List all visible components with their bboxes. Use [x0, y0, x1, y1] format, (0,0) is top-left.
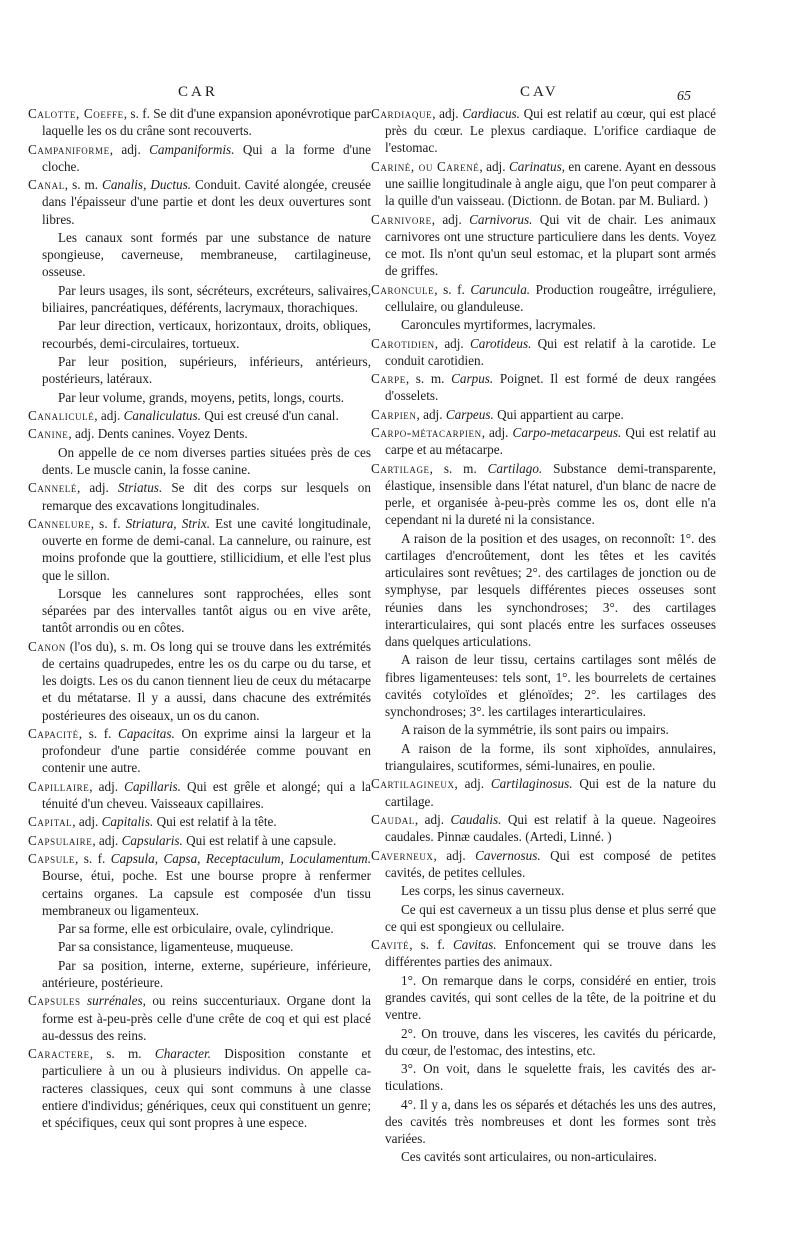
headword: Cartilagineux	[371, 776, 455, 792]
entry-definition: , en carene. Ayant en dessous une saillie longitudinale à angle aigu, que l'on peut comparer à la quille d'un vaisseau. (Dictionn. de Botan. par M. Buliard. )	[385, 158, 716, 209]
page-number: 65	[677, 89, 691, 104]
dictionary-entry	[371, 158, 716, 210]
entry-text: , s. m.	[64, 177, 103, 193]
headword: Capsulaire	[28, 832, 93, 848]
entry-text: , s. m.	[429, 460, 488, 476]
entry-paragraph	[371, 721, 716, 738]
entry-definition: Qui est relatif au cœur, qui est placé près du cœur. Le plexus cardiaque. L'orifice cardiaque de l'estomac.	[385, 106, 716, 156]
headword: Canon	[28, 638, 66, 654]
entry-paragraph	[28, 282, 371, 316]
latin-term: Capsularis.	[121, 832, 183, 848]
entry-text: , s. m.	[405, 371, 452, 387]
entry-text: , adj. Dents canines. Voyez Dents.	[68, 426, 248, 442]
entry-text: , adj.	[479, 158, 509, 174]
entry-text: On appelle de ce nom diverses parties situées près de ces dents. Le muscle canin, la fosse canine.	[42, 444, 371, 477]
entry-text: , adj.	[414, 811, 451, 827]
entry-definition: Qui est relatif au carpe et au métacarpe.	[385, 425, 716, 458]
entry-definition: Production rougeâtre, irréguliere, cellulaire, ou glanduleuse.	[385, 281, 717, 314]
latin-term: Cartilaginosus.	[490, 776, 573, 792]
dictionary-entry	[371, 105, 716, 157]
headword: Cariné, ou Carené	[371, 158, 480, 174]
entry-text: Par leur volume, grands, moyens, petits, longs, courts.	[58, 389, 345, 405]
headword: Carnivore	[371, 211, 432, 227]
entry-text: , s. f.	[78, 725, 119, 741]
entry-paragraph	[28, 444, 371, 478]
latin-term: Carinatus	[508, 158, 562, 174]
left-running-head: CAR	[178, 84, 218, 100]
latin-term: Caruncula.	[470, 281, 531, 297]
entry-paragraph	[28, 920, 371, 937]
entry-definition: Conduit. Cavité alongée, creusée dans l'épaisseur d'une partie et dont les deux ouvertures sont libres.	[42, 177, 371, 227]
latin-term: Carpo-metacarpeus.	[512, 425, 622, 441]
dictionary-entry	[28, 850, 371, 919]
entry-definition: Bourse, étui, poche. Est une bourse propre à renfermer certains organes. La capsule est composée d'un tissu membraneux ou ligamenteux.	[42, 868, 371, 918]
entry-definition: Qui est creusé d'un canal.	[200, 407, 339, 423]
entry-text: Ce qui est caverneux a un tissu plus dense et plus serré que ce qui est spongieux ou cellulaire.	[385, 901, 716, 934]
right-running-head: CAV	[520, 84, 559, 100]
entry-text: , adj.	[481, 425, 513, 441]
headword: Canaliculé	[28, 407, 95, 423]
latin-term: Canalis, Ductus.	[102, 177, 192, 193]
left-column	[28, 105, 371, 1132]
entry-definition: Qui est composé de petites cavités, de petites cellules.	[385, 847, 716, 880]
dictionary-entry	[28, 515, 371, 584]
headword: Capacité	[28, 725, 79, 741]
entry-paragraph	[28, 353, 371, 387]
latin-term: Character.	[154, 1046, 211, 1062]
latin-term: surrénales	[86, 993, 143, 1009]
dictionary-entry	[371, 811, 716, 845]
entry-text: , adj.	[89, 778, 125, 794]
entry-paragraph	[371, 901, 716, 935]
entry-paragraph	[371, 740, 716, 774]
entry-text: A raison de leur tissu, certains cartilages sont mêlés de fibres ligamenteuses: tels sont, 1°. les bourrelets de certaines cavités cotyloïdes et glénoïdes; 2°. les cartilages des synchondroses; 3°. les cartilages interarticulaires.	[385, 652, 716, 719]
dictionary-entry	[28, 479, 371, 513]
entry-text: , adj.	[434, 335, 470, 351]
latin-term: Campaniformis.	[149, 141, 235, 157]
entry-paragraph	[371, 651, 716, 720]
latin-term: Carotideus.	[469, 335, 532, 351]
latin-term: Cavitas.	[453, 937, 497, 953]
latin-term: Cardiacus.	[462, 106, 520, 121]
dictionary-entry	[28, 813, 371, 830]
dictionary-entry	[371, 847, 716, 881]
entry-text: , adj.	[94, 407, 124, 423]
latin-term: Striatus.	[117, 480, 163, 496]
entry-text: (l'os du), s. m. Os long qui se trouve dans les extrémités de certains quadrupedes, entre les os du carpe ou du tarse, et les doigts. Les os du canon tiennent lieu de ceux du métacarpe et du métatarse. Il y a aussi, dans chacune des extrémités postérieures des oiseaux, un os du canon.	[42, 638, 371, 723]
entry-text: , adj.	[72, 814, 102, 830]
right-column	[371, 105, 716, 1167]
entry-paragraph	[28, 229, 371, 281]
entry-definition: Disposition constante et particuliere à un ou à plusieurs individus. On appelle caracteres classiques, ceux qui sont communs à une classe entiere d'individus; génériques, ceux qui constituent un genre; et spécifiques, ceux qui sont propres à une espece.	[42, 1046, 372, 1131]
entry-text: A raison de la position et des usages, on reconnoît: 1°. des cartilages d'encroûtement, dont les têtes et les cavités articulaires sont revêtues; 2°. des cartilages de jonction ou de symphyse, par lesquels différentes pieces osseuses sont réunies dans les synchondroses; 3°. des cartilages interarticulaires, qui sont placés entre les surfaces osseuses dans quelques articulations.	[385, 530, 716, 649]
headword: Capital	[28, 814, 73, 830]
latin-term: Canaliculatus.	[123, 407, 201, 423]
entry-paragraph	[371, 972, 716, 1024]
dictionary-entry	[28, 407, 371, 424]
entry-text: , adj.	[431, 211, 470, 227]
latin-term: Carpus.	[451, 371, 494, 387]
entry-text: , s. f.	[434, 281, 471, 297]
headword: Cardiaque	[371, 106, 433, 121]
headword: Caroncule	[371, 281, 435, 297]
entry-text: Par sa consistance, ligamenteuse, muqueuse.	[58, 939, 294, 955]
latin-term: Caudalis.	[450, 811, 502, 827]
dictionary-entry	[28, 1045, 371, 1131]
dictionary-entry	[28, 778, 371, 812]
entry-definition: Substance demi-transparente, élastique, insensible dans l'état naturel, d'un blanc de nacre de perle, et organisée à-peu-près comme les os, dont elle n'a cependant ni la dureté ni la consistance.	[385, 460, 716, 528]
entry-paragraph	[371, 1096, 716, 1148]
latin-term: Capitalis.	[101, 814, 154, 830]
dictionary-entry	[371, 775, 716, 809]
entry-definition: Se dit des corps sur lesquels on remarque des excavations longitudinales.	[42, 480, 371, 513]
dictionary-entry	[28, 638, 371, 724]
entry-paragraph	[28, 585, 371, 637]
dictionary-entry	[28, 992, 371, 1044]
entry-paragraph	[28, 317, 371, 351]
entry-text: Par leur direction, verticaux, horizontaux, droits, obliques, recourbés, demi-circulaires, tortueux.	[42, 318, 371, 351]
dictionary-entry	[28, 425, 371, 442]
entry-text: Les canaux sont formés par une substance de nature spongieuse, caverneuse, membraneuse, cartilagineuse, osseuse.	[42, 229, 371, 280]
latin-term: Cavernosus.	[475, 847, 541, 863]
entry-paragraph	[371, 1060, 716, 1094]
entry-text: , adj.	[77, 480, 118, 496]
entry-text: , s. f. Se dit d'une expansion aponévrotique par laquelle les os du crâne sont recouverts.	[42, 106, 372, 139]
entry-text: Par leur position, supérieurs, inférieurs, antérieurs, postérieurs, latéraux.	[42, 353, 371, 387]
entry-text: , s. f.	[409, 937, 454, 953]
headword: Calotte, Coeffe	[28, 106, 124, 121]
entry-paragraph	[371, 530, 716, 650]
entry-text: , s. m.	[89, 1046, 155, 1062]
dictionary-entry	[28, 141, 371, 175]
latin-term: Carpeus.	[445, 406, 494, 422]
entry-definition: Est une cavité longitudinale, ouverte en forme de demi-canal. La cannelure, ou rainure, est moins profonde que la gouttiere, stillicidium, et elle l'est plus que le sillon.	[42, 515, 371, 583]
entry-paragraph	[28, 957, 371, 991]
latin-term: Capillaris.	[124, 778, 181, 794]
headword: Caverneux	[371, 847, 434, 863]
entry-text: Ces cavités sont articulaires, ou non-articulaires.	[401, 1149, 657, 1165]
entry-text: Par sa position, interne, externe, supérieure, inférieure, antérieure, postérieure.	[42, 957, 371, 991]
entry-text: Caroncules myrtiformes, lacrymales.	[401, 317, 596, 333]
entry-text: , adj.	[92, 832, 122, 848]
entry-text: , s. f.	[75, 851, 111, 867]
headword: Capillaire	[28, 778, 90, 794]
entry-definition: On exprime ainsi la largeur et la profondeur d'une partie considérée comme pouvant en contenir une autre.	[42, 725, 372, 776]
dictionary-entry	[28, 105, 371, 139]
entry-definition: Qui est relatif à une capsule.	[182, 832, 337, 848]
entry-text: Par sa forme, elle est orbiculaire, ovale, cylindrique.	[58, 921, 334, 937]
headword: Canal	[28, 177, 65, 193]
latin-term: Capacitas.	[118, 725, 175, 741]
headword: Carotidien	[371, 335, 435, 351]
dictionary-entry	[371, 460, 716, 529]
entry-text: , adj.	[109, 141, 150, 157]
entry-definition: Qui est relatif à la tête.	[153, 814, 277, 830]
entry-text: 4°. Il y a, dans les os séparés et détachés les uns des autres, des cavités très nombreuses et dont les formes sont très variées.	[385, 1096, 716, 1147]
entry-definition: , ou reins succenturiaux. Organe dont la forme est à-peu-près celle d'une crête de coq et qui est placé au-dessus des reins.	[42, 993, 371, 1043]
entry-definition: Qui est de la nature du cartilage.	[385, 776, 716, 809]
entry-paragraph	[371, 1148, 716, 1165]
headword: Cannelure	[28, 515, 91, 531]
entry-definition: Enfoncement qui se trouve dans les différentes parties des animaux.	[385, 937, 716, 970]
dictionary-entry	[28, 725, 371, 777]
entry-paragraph	[371, 882, 716, 899]
entry-paragraph	[371, 316, 716, 333]
entry-definition: Qui est relatif à la queue. Nageoires caudales. Pinnæ caudales. (Artedi, Linné. )	[385, 811, 716, 845]
entry-text: Les corps, les sinus caverneux.	[401, 883, 565, 899]
dictionary-entry	[371, 281, 716, 315]
headword: Canine	[28, 426, 69, 442]
dictionary-entry	[371, 370, 716, 404]
headword: Carpe	[371, 371, 406, 387]
entry-text: , s. f.	[90, 515, 126, 531]
entry-text: A raison de la forme, ils sont xiphoïdes, annulaires, triangulaires, scutiformes, sémi-lunaires, en poulie.	[385, 740, 716, 773]
latin-term: Capsula, Capsa, Receptaculum, Loculamentum.	[110, 851, 371, 867]
entry-text: , adj.	[454, 776, 491, 792]
headword: Capsules	[28, 993, 81, 1009]
entry-text: , adj.	[416, 406, 446, 422]
headword: Carpo-métacarpien	[371, 425, 482, 441]
headword: Campaniforme	[28, 141, 110, 157]
latin-term: Cartilago.	[487, 460, 543, 476]
dictionary-entry	[28, 176, 371, 228]
dictionary-entry	[371, 211, 716, 280]
headword: Capsule	[28, 851, 76, 867]
entry-text: 3°. On voit, dans le squelette frais, les cavités des articulations.	[385, 1061, 716, 1094]
entry-definition: Qui a la forme d'une cloche.	[42, 141, 371, 174]
entry-text: 1°. On remarque dans le corps, considéré en entier, trois grandes cavités, qui sont celles de la tête, de la poitrine et du ventre.	[385, 972, 716, 1023]
headword: Caudal	[371, 811, 415, 827]
entry-definition: Qui appartient au carpe.	[493, 406, 624, 422]
headword: Carpien	[371, 406, 417, 422]
headword: Cannelé	[28, 480, 77, 496]
headword: Cartilage	[371, 460, 430, 476]
entry-text: Par leurs usages, ils sont, sécréteurs, excréteurs, salivaires, biliaires, pancréatiques, déférents, lacrymaux, thorachiques.	[42, 282, 371, 315]
headword: Caractere	[28, 1046, 90, 1062]
dictionary-entry	[28, 832, 371, 849]
latin-term: Striatura, Strix.	[125, 515, 210, 531]
entry-text: , adj.	[433, 847, 476, 863]
dictionary-entry	[371, 424, 716, 458]
dictionary-entry	[371, 335, 716, 369]
entry-paragraph	[28, 938, 371, 955]
entry-definition: Qui est grêle et alongé; qui a la ténuité d'un cheveu. Vaisseaux capillaires.	[42, 778, 371, 811]
entry-paragraph	[371, 1025, 716, 1059]
entry-text: , adj.	[432, 106, 463, 121]
latin-term: Carnivorus.	[469, 211, 533, 227]
entry-paragraph	[28, 389, 371, 406]
entry-text: A raison de la symmétrie, ils sont pairs ou impairs.	[401, 722, 669, 738]
dictionary-entry	[371, 936, 716, 970]
entry-definition: Qui est relatif à la carotide. Le conduit carotidien.	[385, 335, 716, 368]
entry-definition: Qui vit de chair. Les animaux carnivores ont une structure particuliere dans les dents. Voyez ce mot. Ils n'ont qu'un seul estomac, et la plupart sont armés de griffes.	[385, 211, 716, 279]
entry-text: Lorsque les cannelures sont rapprochées, elles sont séparées par des intervalles tantôt aigus ou en vive arête, tantôt arrondis ou en côtes.	[42, 585, 371, 636]
entry-text: 2°. On trouve, dans les visceres, les cavités du péricarde, du cœur, de l'estomac, des intestins, etc.	[385, 1025, 716, 1058]
entry-definition: Poignet. Il est formé de deux rangées d'osselets.	[385, 371, 717, 404]
dictionary-entry	[371, 406, 716, 423]
headword: Cavité	[371, 937, 410, 953]
